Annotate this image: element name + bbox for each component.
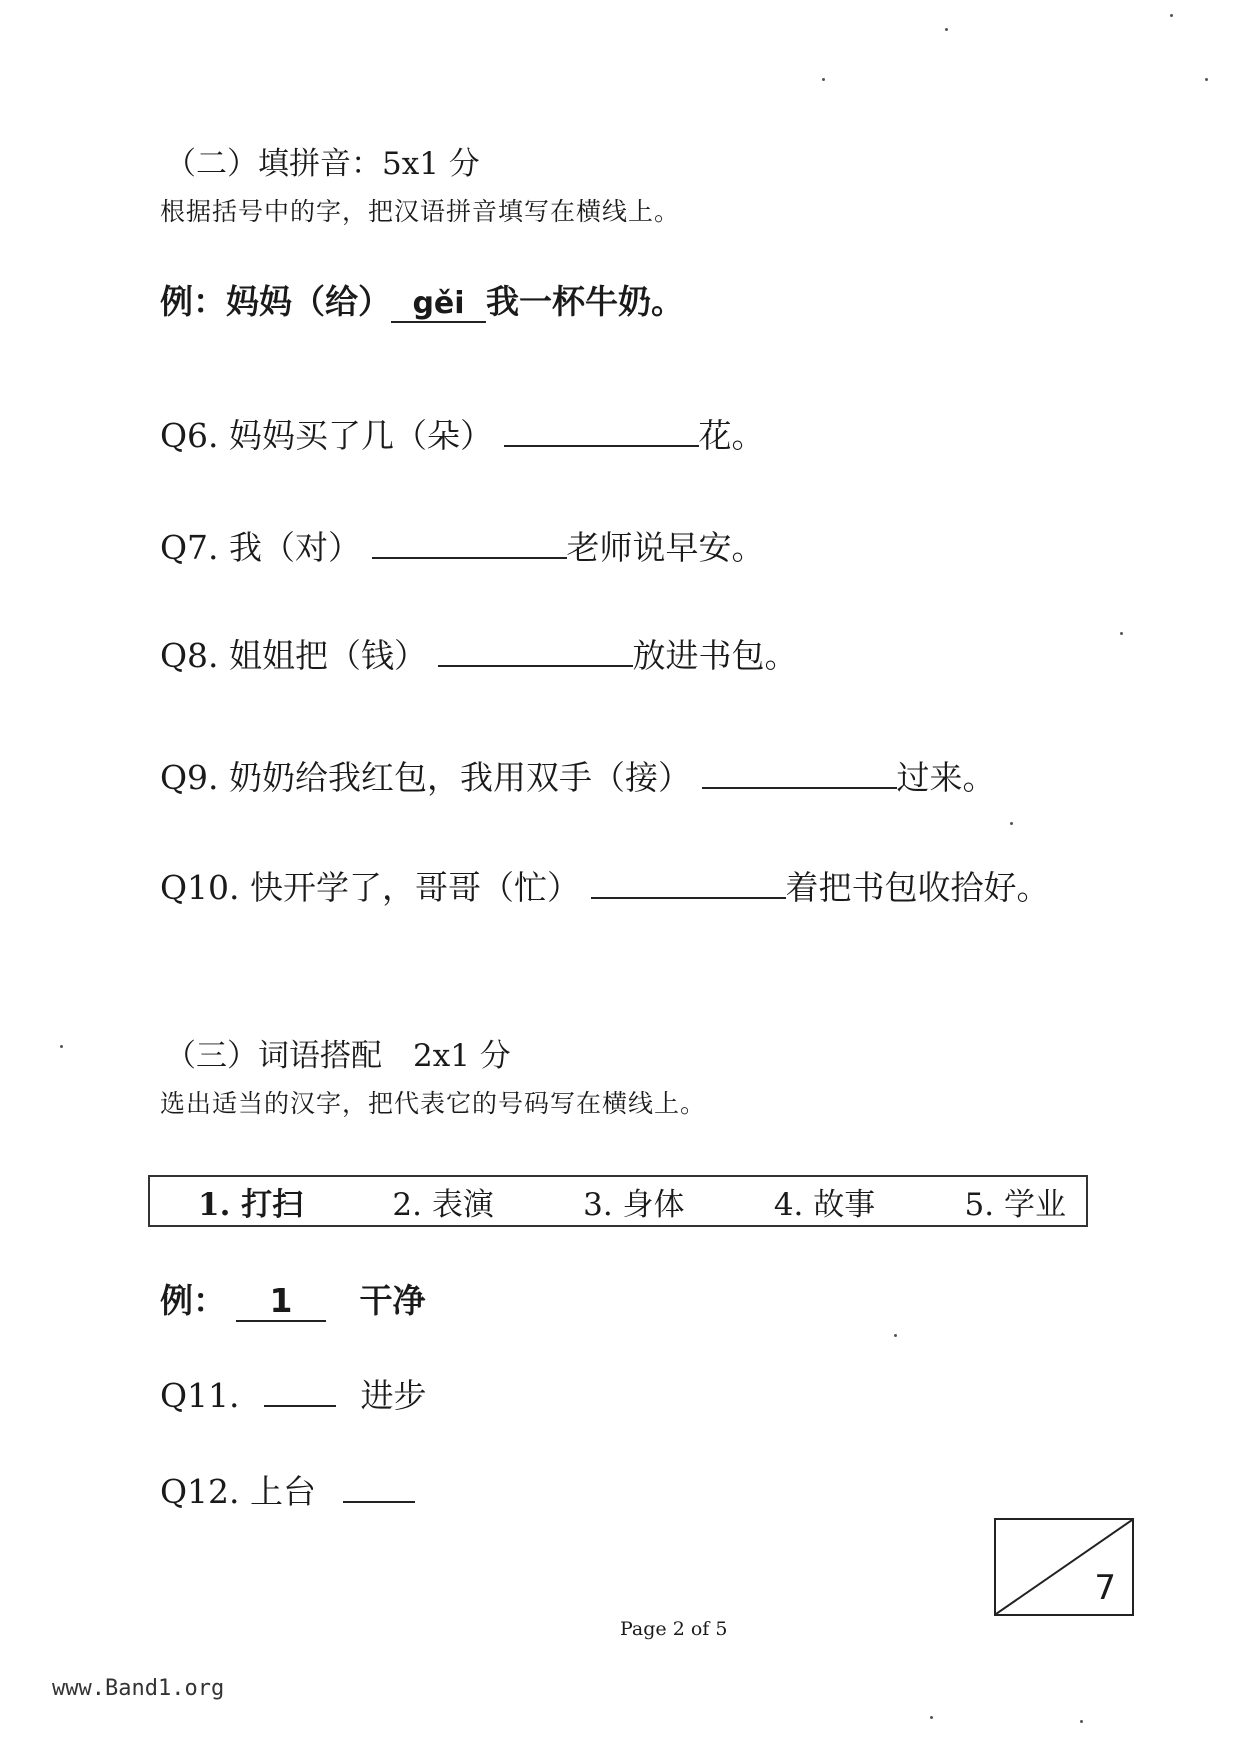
scan-speck: [1080, 1720, 1083, 1723]
q12-answer-blank[interactable]: [343, 1497, 415, 1503]
q10-suffix: 着把书包收拾好。: [785, 868, 1050, 907]
option-5: 5. 学业: [964, 1186, 1066, 1223]
question-q10: [160, 862, 1050, 909]
q7-prefix: Q7. 我（对）: [160, 528, 362, 567]
word-options-box: [148, 1175, 1088, 1227]
q9-prefix: Q9. 奶奶给我红包，我用双手（接）: [160, 758, 692, 797]
scan-speck: [60, 1045, 63, 1048]
q6-suffix: 花。: [698, 416, 765, 455]
q10-answer-blank[interactable]: [591, 893, 786, 899]
q8-suffix: 放进书包。: [632, 636, 798, 675]
section2-example: [160, 276, 684, 323]
q7-suffix: 老师说早安。: [566, 528, 765, 567]
q11-answer-blank[interactable]: [264, 1401, 336, 1407]
q11-prefix: Q11.: [160, 1376, 240, 1415]
question-q7: [160, 522, 765, 569]
option-2: 2. 表演: [392, 1186, 494, 1223]
scan-speck: [930, 1716, 933, 1719]
example-answer: gěi: [391, 286, 486, 323]
scan-speck: [822, 78, 825, 81]
section2-title: （二）填拼音：5x1 分: [165, 146, 480, 182]
s3-example-answer: 1: [236, 1281, 326, 1322]
score-box: [994, 1518, 1134, 1616]
section3-instruction: 选出适当的汉字，把代表它的号码写在横线上。: [160, 1089, 707, 1118]
scan-speck: [1120, 632, 1123, 635]
q6-answer-blank[interactable]: [504, 441, 699, 447]
q6-prefix: Q6. 妈妈买了几（朵）: [160, 416, 494, 455]
example-suffix: 我一杯牛奶。: [486, 282, 684, 321]
scan-speck: [1010, 822, 1013, 825]
option-3: 3. 身体: [583, 1186, 685, 1223]
question-q8: [160, 630, 798, 677]
q8-prefix: Q8. 姐姐把（钱）: [160, 636, 428, 675]
question-q9: [160, 752, 996, 799]
section3-example: [160, 1275, 426, 1322]
page-number: Page 2 of 5: [620, 1618, 728, 1640]
q7-answer-blank[interactable]: [372, 553, 567, 559]
s3-example-prefix: 例：: [160, 1281, 226, 1320]
scan-speck: [945, 28, 948, 31]
scan-speck: [894, 1334, 897, 1337]
section2-instruction: 根据括号中的字，把汉语拼音填写在横线上。: [160, 197, 681, 226]
q12-prefix: Q12. 上台: [160, 1472, 317, 1511]
scan-speck: [1170, 14, 1173, 17]
section3-title: （三）词语搭配 2x1 分: [165, 1038, 511, 1074]
s3-example-suffix: 干净: [359, 1281, 426, 1320]
example-prefix: 例：妈妈（给）: [160, 282, 391, 321]
site-watermark: www.Band1.org: [52, 1676, 225, 1701]
option-1: 1. 打扫: [198, 1186, 304, 1223]
q9-answer-blank[interactable]: [702, 783, 897, 789]
question-q12: [160, 1466, 415, 1513]
question-q11: [160, 1370, 427, 1417]
q8-answer-blank[interactable]: [438, 661, 633, 667]
question-q6: [160, 410, 765, 457]
q11-suffix: 进步: [360, 1376, 427, 1415]
q9-suffix: 过来。: [896, 758, 996, 797]
score-total: 7: [1094, 1568, 1116, 1608]
scan-speck: [1205, 78, 1208, 81]
q10-prefix: Q10. 快开学了，哥哥（忙）: [160, 868, 581, 907]
option-4: 4. 故事: [773, 1186, 876, 1223]
